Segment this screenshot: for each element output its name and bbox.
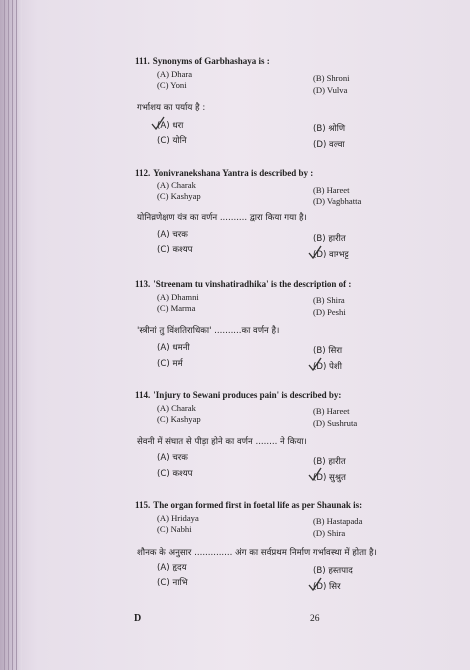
- hindi-option-b: (B) हारीत: [313, 234, 346, 244]
- option-d: (D) Peshi: [313, 307, 346, 317]
- hindi-option-b: (B) सिरा: [313, 346, 343, 356]
- hindi-option-a: (A) धमनी: [157, 343, 190, 353]
- answer-tick-mark: [151, 116, 165, 130]
- option-a: (A) Hridaya: [157, 513, 199, 523]
- hindi-option-b: (B) हारीत: [313, 457, 346, 467]
- option-c: (C) Kashyap: [157, 414, 201, 424]
- option-a: (A) Dhara: [157, 69, 193, 79]
- option-d: (D) Sushruta: [313, 418, 358, 428]
- hindi-option-d: (D) पेशी: [313, 362, 343, 372]
- option-b: (B) Hareet: [313, 185, 350, 195]
- hindi-option-d: (D) वाग्भट्ट: [313, 250, 349, 260]
- option-a: (A) Charak: [157, 403, 196, 413]
- option-c: (C) Marma: [157, 303, 196, 313]
- hindi-question-text: शौनक के अनुसार .............. अंग का सर्वप्रथम निर्माण गर्भावस्था में होता है।: [137, 548, 377, 558]
- answer-tick-mark: [308, 577, 322, 591]
- option-c: (C) Nabhi: [157, 524, 192, 534]
- option-a: (A) Charak: [157, 180, 196, 190]
- question-text: 114. 'Injury to Sewani produces pain' is described by:: [135, 390, 342, 400]
- hindi-option-c: (C) कश्यप: [157, 245, 193, 255]
- question-text: 112. Yonivranekshana Yantra is described by :: [135, 168, 314, 178]
- hindi-option-b: (B) हस्तपाद: [313, 566, 353, 576]
- hindi-option-c: (C) नाभि: [157, 578, 188, 588]
- hindi-question-text: सेवनी में संघात से पीड़ा होने का वर्णन ........ ने किया।: [137, 437, 307, 447]
- question-text: 111. Synonyms of Garbhashaya is :: [135, 56, 270, 66]
- hindi-question-text: 'स्त्रीनां तु विंशतिराधिका' ..........का वर्णन है।: [137, 326, 280, 336]
- option-a: (A) Dhamni: [157, 292, 199, 302]
- answer-tick-mark: [308, 467, 322, 481]
- option-b: (B) Hareet: [313, 406, 350, 416]
- hindi-option-d: (D) वल्वा: [313, 140, 345, 150]
- hindi-question-text: गर्भाशय का पर्याय है :: [137, 103, 206, 113]
- option-d: (D) Shira: [313, 528, 346, 538]
- hindi-option-d: (D) सुश्रुत: [313, 473, 346, 483]
- hindi-option-a: (A) चरक: [157, 453, 188, 463]
- question-text: 115. The organ formed first in foetal life as per Shaunak is:: [135, 500, 363, 510]
- hindi-option-a: (A) धरा: [157, 121, 184, 131]
- answer-tick-mark: [308, 245, 322, 259]
- option-c: (C) Kashyap: [157, 191, 201, 201]
- hindi-option-d: (D) सिर: [313, 582, 341, 592]
- option-b: (B) Shira: [313, 295, 345, 305]
- question-text: 113. 'Streenam tu vinshatiradhika' is the description of :: [135, 279, 352, 289]
- option-c: (C) Yoni: [157, 80, 187, 90]
- option-b: (B) Hastapada: [313, 516, 363, 526]
- option-d: (D) Vagbhatta: [313, 196, 362, 206]
- hindi-question-text: योनिव्रणेक्षण यंत्र का वर्णन .......... द्वारा किया गया है।: [137, 213, 307, 223]
- page-binding-edge: [0, 0, 22, 670]
- hindi-option-c: (C) कश्यप: [157, 469, 193, 479]
- page-number: 26: [310, 614, 320, 624]
- booklet-series-code: D: [134, 613, 142, 624]
- hindi-option-b: (B) श्रोणि: [313, 124, 346, 134]
- hindi-option-a: (A) हृदय: [157, 563, 187, 573]
- option-d: (D) Vulva: [313, 85, 348, 95]
- hindi-option-c: (C) मर्म: [157, 359, 183, 369]
- option-b: (B) Shroni: [313, 73, 350, 83]
- hindi-option-c: (C) योनि: [157, 136, 187, 146]
- answer-tick-mark: [308, 357, 322, 371]
- hindi-option-a: (A) चरक: [157, 230, 188, 240]
